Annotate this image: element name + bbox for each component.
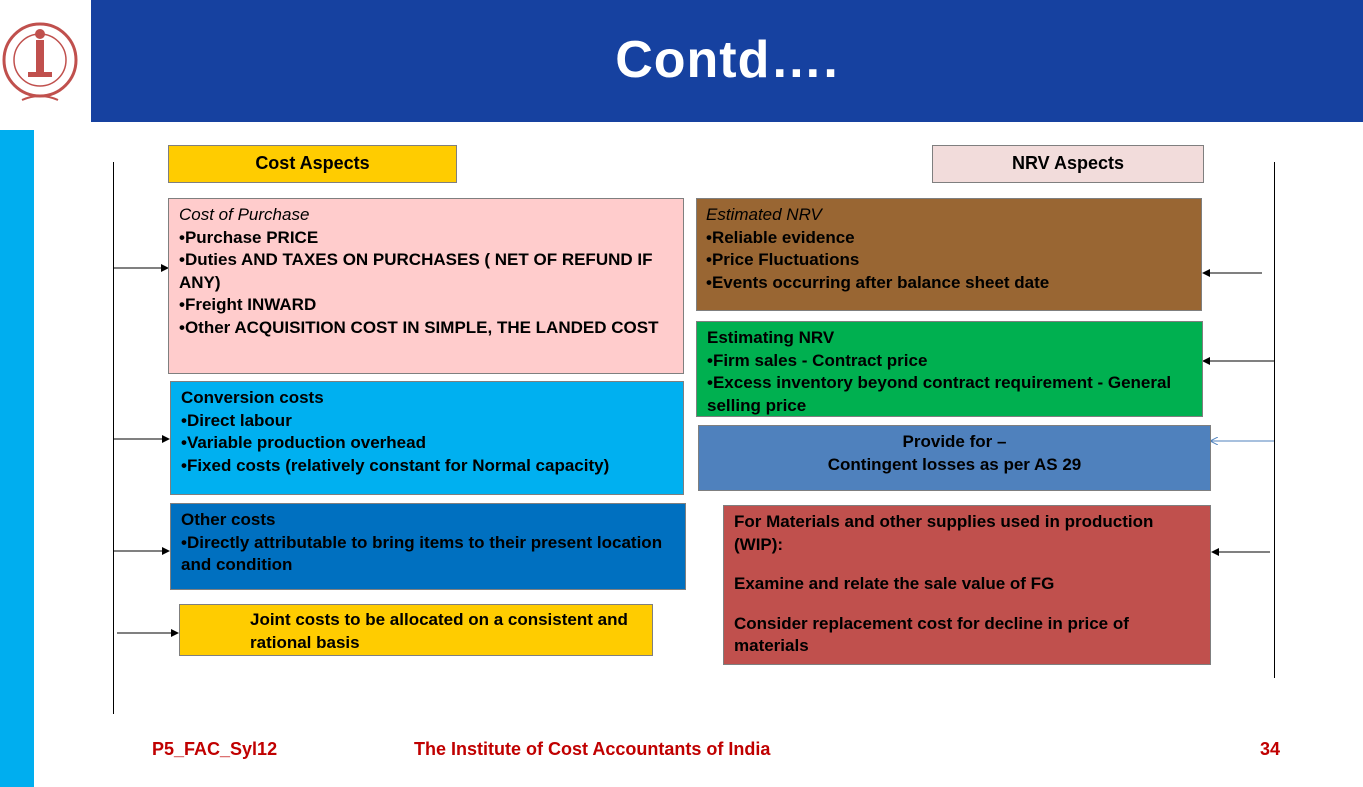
materials-paragraph-1: For Materials and other supplies used in production (WIP): (734, 512, 1154, 554)
box-heading: Cost of Purchase (179, 205, 310, 224)
list-item: •Price Fluctuations (706, 250, 860, 269)
list-item: •Reliable evidence (706, 227, 855, 247)
other-costs-box (170, 503, 686, 590)
page-title: Contd…. (615, 31, 839, 89)
page-number: 34 (1260, 739, 1281, 759)
estimated-nrv-box (696, 198, 1202, 311)
materials-paragraph-3: Consider replacement cost for decline in price of materials (734, 613, 1129, 655)
list-item: •Excess inventory beyond contract requirement - General selling price (707, 373, 1172, 415)
list-item: •Events occurring after balance sheet date (706, 272, 1050, 292)
list-item: •Variable production overhead (181, 433, 426, 452)
cost-aspects-heading: Cost Aspects (168, 145, 457, 183)
list-item: •Direct labour (181, 410, 292, 430)
box-heading: Estimating NRV (707, 328, 835, 347)
list-item: •Firm sales - Contract price (707, 350, 928, 370)
joint-costs-box (179, 604, 653, 656)
joint-costs-text: Joint costs to be allocated on a consistent and rational basis (250, 610, 628, 652)
box-heading: Conversion costs (181, 388, 324, 407)
conversion-costs-box (170, 381, 684, 495)
list-item: •Fixed costs (relatively constant for Normal capacity) (181, 455, 610, 475)
cost-of-purchase-box (168, 198, 684, 374)
nrv-aspects-heading: NRV Aspects (932, 145, 1204, 183)
provide-line-2: Contingent losses as per AS 29 (827, 454, 1082, 474)
estimating-nrv-box (696, 321, 1203, 417)
list-item: •Other ACQUISITION COST IN SIMPLE, THE LANDED COST (179, 317, 659, 337)
list-item: •Directly attributable to bring items to their present location and condition (181, 532, 663, 574)
list-item: •Duties AND TAXES ON PURCHASES ( NET OF REFUND IF ANY) (179, 250, 653, 292)
materials-box (723, 505, 1211, 665)
footer-code: P5_FAC_Syl12 (152, 739, 278, 759)
footer-institute: The Institute of Cost Accountants of India (414, 739, 771, 759)
provide-line-1: Provide for – (902, 432, 1007, 451)
materials-paragraph-2: Examine and relate the sale value of FG (734, 574, 1055, 593)
list-item: •Freight INWARD (179, 295, 317, 314)
box-heading: Estimated NRV (706, 205, 822, 224)
list-item: •Purchase PRICE (179, 227, 319, 247)
box-heading: Other costs (181, 510, 276, 529)
provide-for-box (698, 425, 1211, 491)
